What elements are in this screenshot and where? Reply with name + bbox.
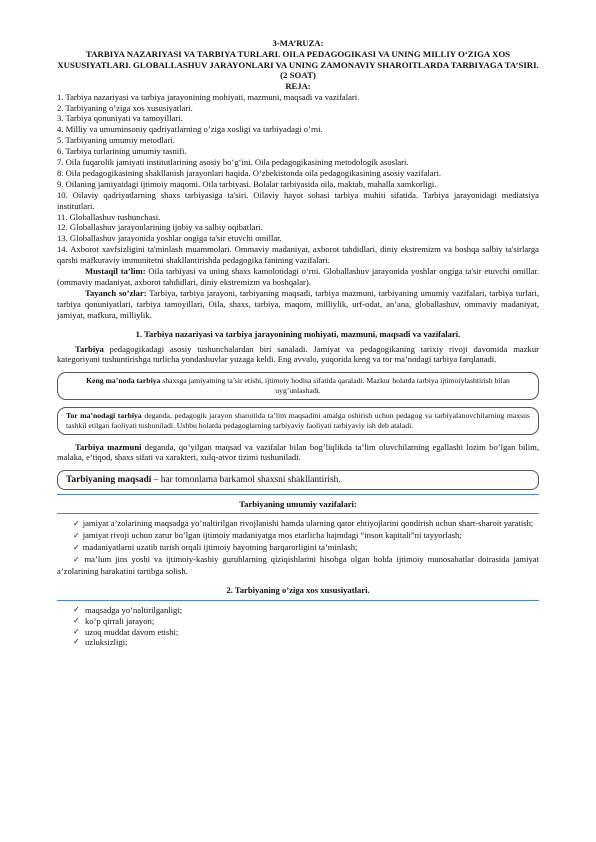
list-item bbox=[57, 605, 539, 616]
definition-text: deganda, pedagogik jarayon sharoitida ta’lim maqsadini amalga oshirish uchun pedagog va tarbiyalanuvchilarning maxsus tashkil etilgan faoliyati tushuniladi. Ushbu holatda pedagoglarning tarbiyaviy faoliyati tarbiyaviy ish deb ataladi. bbox=[66, 410, 530, 430]
plan-item: 4. Milliy va umuminsoniy qadriyatlarning o’ziga xosligi va tarbiyadagi o’rni. bbox=[57, 124, 323, 135]
list-item bbox=[57, 616, 539, 627]
term-goal: Tarbiyaning maqsadi bbox=[66, 475, 152, 486]
list-item-text: uzoq muddat davom etishi; bbox=[85, 626, 179, 637]
list-item-text: jamiyat a’zolarining maqsadga yo’naltirilgan rivojlanishi hamda ularning qator ehtiyojlarini qondirish uchun shart-sharoit yaratish; bbox=[82, 518, 534, 529]
document-page bbox=[57, 38, 539, 648]
check-icon: ✓ bbox=[73, 637, 80, 647]
section-2-title: 2. Tarbiyaning o’ziga xos xususiyatlari. bbox=[226, 584, 370, 595]
list-item bbox=[57, 530, 539, 542]
plan-item: 10. Oilaviy qadriyatlarning shaxs tarbiyasiga ta'siri. Oilaviy hayot sohasi tarbiya muhiti sifatida. Tarbiya jarayonidagi mediatsiya institutlari. bbox=[57, 189, 539, 211]
plan-item: 2. Tarbiyaning o’ziga xos xususiyatlari. bbox=[57, 102, 193, 113]
paragraph-mazmun bbox=[57, 442, 539, 464]
lecture-title: TARBIYA NAZARIYASI VA TARBIYA TURLARI. OILA PEDAGOGIKASI VA UNING MILLIY O‘ZIGA XOS XUSUSIYATLARI. GLOBALLASHUV JARAYONLARI VA UNING ZAMONAVIY SHAROITLARDA TARBIYAGA TA’SIRI. (2 SOAT) bbox=[57, 48, 539, 81]
plan-item: 8. Oila pedagogikasining shakllanish jarayonlari haqida. O‘zbekistonda oila pedagogikasining asosiy vazifalari. bbox=[57, 167, 441, 178]
independent-study-text: Oila tarbiyasi va uning shaxs kamolotidagi o‘rni. Globallashuv jarayonida yoshlar ongiga ta'sir etuvchi omillar. (ommaviy madaniyat, axborot tahdidlari, diniy ekstremizm va boshqalar). bbox=[57, 266, 539, 287]
plan-list bbox=[57, 92, 539, 267]
list-item bbox=[57, 518, 539, 530]
section-1-title: 1. Tarbiya nazariyasi va tarbiya jarayonining mohiyati, mazmuni, maqsadi va vazifalari. bbox=[135, 328, 461, 339]
divider bbox=[57, 494, 539, 495]
paragraph-tarbiya bbox=[57, 344, 539, 366]
features-list bbox=[57, 605, 539, 649]
lecture-number: 3-MA’RUZA: bbox=[272, 38, 324, 48]
list-item-text: jamiyat rivoji uchun zarur bo’lgan ijtimoiy madaniyatga mos etarlicha hajmdagi “inson kapitali”ni tayyorlash; bbox=[82, 530, 462, 541]
plan-item: 14. Axborot xavfsizligini ta'minlash muammolari. Ommaviy madaniyat, axborot tahdidlari, diniy ekstremizm va boshqa salbiy ta'sirlarga qarshi mafkuraviy immunitetni shakllantirishda pedagogika fanining vazifalari. bbox=[57, 244, 539, 266]
tasks-list bbox=[57, 518, 539, 577]
check-icon: ✓ bbox=[73, 554, 82, 564]
list-item-text: ko’p qirrali jarayon; bbox=[85, 615, 155, 626]
list-item-text: ma’lum jins yoshi va ijtimoiy-kasbiy guruhlarning qiziqishlarini hisobga olgan holda ijtimoiy munosabatlar doirasida jamiyat a’zolarining harakatini tartibga solish. bbox=[57, 553, 540, 576]
keywords bbox=[57, 288, 539, 321]
definition-box-narrow bbox=[57, 407, 539, 435]
plan-item: 1. Tarbiya nazariyasi va tarbiya jarayonining mohiyati, mazmuni, maqsadi va vazifalari. bbox=[57, 91, 360, 102]
paragraph-text: deganda, qo’yilgan maqsad va vazifalar bilan bog’liqlikda ta’lim oluvchilarning egallashi lozim bo’lgan bilim, malaka, e’tiqod, shaxs sifati va xarakteri, xulq-atvor tizimi tushuniladi. bbox=[57, 441, 539, 463]
check-icon: ✓ bbox=[73, 626, 80, 636]
term-broad: Keng ma’noda tarbiya bbox=[86, 376, 161, 386]
independent-study bbox=[57, 266, 539, 288]
plan-item: 12. Globallashuv jarayonlarining ijobiy va salbiy oqibatlari. bbox=[57, 222, 263, 233]
keywords-text: Tarbiya, tarbiya jarayoni, tarbiyaning maqsadi, tarbiya mazmuni, tarbiyaning umumiy vazifalari, tarbiya turlari, tarbiya qonuniyatlari, tarbiya tamoyillari, Oila, shaxs, tarbiya, maqom, milliylik, urf-odat, an’ana, globallashuv, ommaviy madaniyat, jamiyat, mafkura, milliylik. bbox=[57, 287, 539, 320]
plan-item: 5. Tarbiyaning umumiy metodlari. bbox=[57, 135, 175, 146]
list-item bbox=[57, 627, 539, 638]
definition-box-broad bbox=[57, 372, 539, 400]
keywords-label: Tayanch so’zlar: bbox=[85, 287, 147, 298]
list-item bbox=[57, 554, 539, 577]
check-icon: ✓ bbox=[73, 604, 80, 614]
check-icon: ✓ bbox=[73, 543, 80, 553]
list-item bbox=[57, 637, 539, 648]
paragraph-text: pedagogikadagi asosiy tushunchalardan biri sanaladi. Jamiyat va pedagogikaning tarixiy rivoji davomida mazkur kategoriyani tushuntirishga turlicha yondashuvlar yuzaga keldi. Eng avvalo, yuqorida keng va tor ma’nodagi tarbiya farqlanadi. bbox=[57, 343, 539, 365]
plan-item: 6. Tarbiya turlarining umumiy tasnifi. bbox=[57, 146, 187, 157]
check-icon: ✓ bbox=[73, 531, 80, 541]
list-item bbox=[57, 542, 539, 554]
goal-text: – har tomonlama barkamol shaxsni shakllantirish. bbox=[151, 475, 341, 486]
list-item-text: madaniyatlarni uzatib turish orqali ijtimoiy hayotning barqarorligini ta’minlash; bbox=[82, 542, 358, 553]
check-icon: ✓ bbox=[73, 615, 80, 625]
list-item-text: maqsadga yo’naltirilganligi; bbox=[85, 604, 183, 615]
divider bbox=[57, 600, 539, 601]
term-tarbiya: Tarbiya bbox=[75, 343, 104, 354]
plan-item: 13. Globallashuv jarayonida yoshlar ongiga ta'sir etuvchi omillar. bbox=[57, 233, 282, 244]
tasks-title: Tarbiyaning umumiy vazifalari: bbox=[239, 499, 357, 510]
independent-study-label: Mustaqil ta’lim: bbox=[85, 266, 146, 277]
list-item-text: uzluksizligi; bbox=[85, 637, 128, 648]
goal-box bbox=[57, 470, 539, 490]
check-icon: ✓ bbox=[73, 519, 80, 529]
plan-label: REJA: bbox=[285, 80, 311, 91]
term-narrow: Tor ma’nodagi tarbiya bbox=[66, 410, 142, 420]
divider bbox=[57, 513, 539, 514]
plan-item: 7. Oila fuqarolik jamiyati institutlarining asosiy bo‘g‘ini. Oila pedagogikasining metodologik asoslari. bbox=[57, 157, 409, 168]
plan-item: 11. Globallashuv tushunchasi. bbox=[57, 211, 161, 222]
plan-item: 3. Tarbiya qonuniyati va tamoyillari. bbox=[57, 113, 183, 124]
definition-text: shaxsga jamiyatning ta’sir etishi, ijtimoiy hodisa sifatida qaraladi. Mazkur holatda tarbiya ijtimoiylashtirish bilan uyg’unlashadi. bbox=[160, 376, 510, 396]
term-mazmun: Tarbiya mazmuni bbox=[75, 441, 142, 452]
plan-item: 9. Oilaning jamiyatdagi ijtimoiy maqomi. Oila tarbiyasi. Bolalar tarbiyasida oila, maktab, mahalla xamkorligi. bbox=[57, 178, 437, 189]
